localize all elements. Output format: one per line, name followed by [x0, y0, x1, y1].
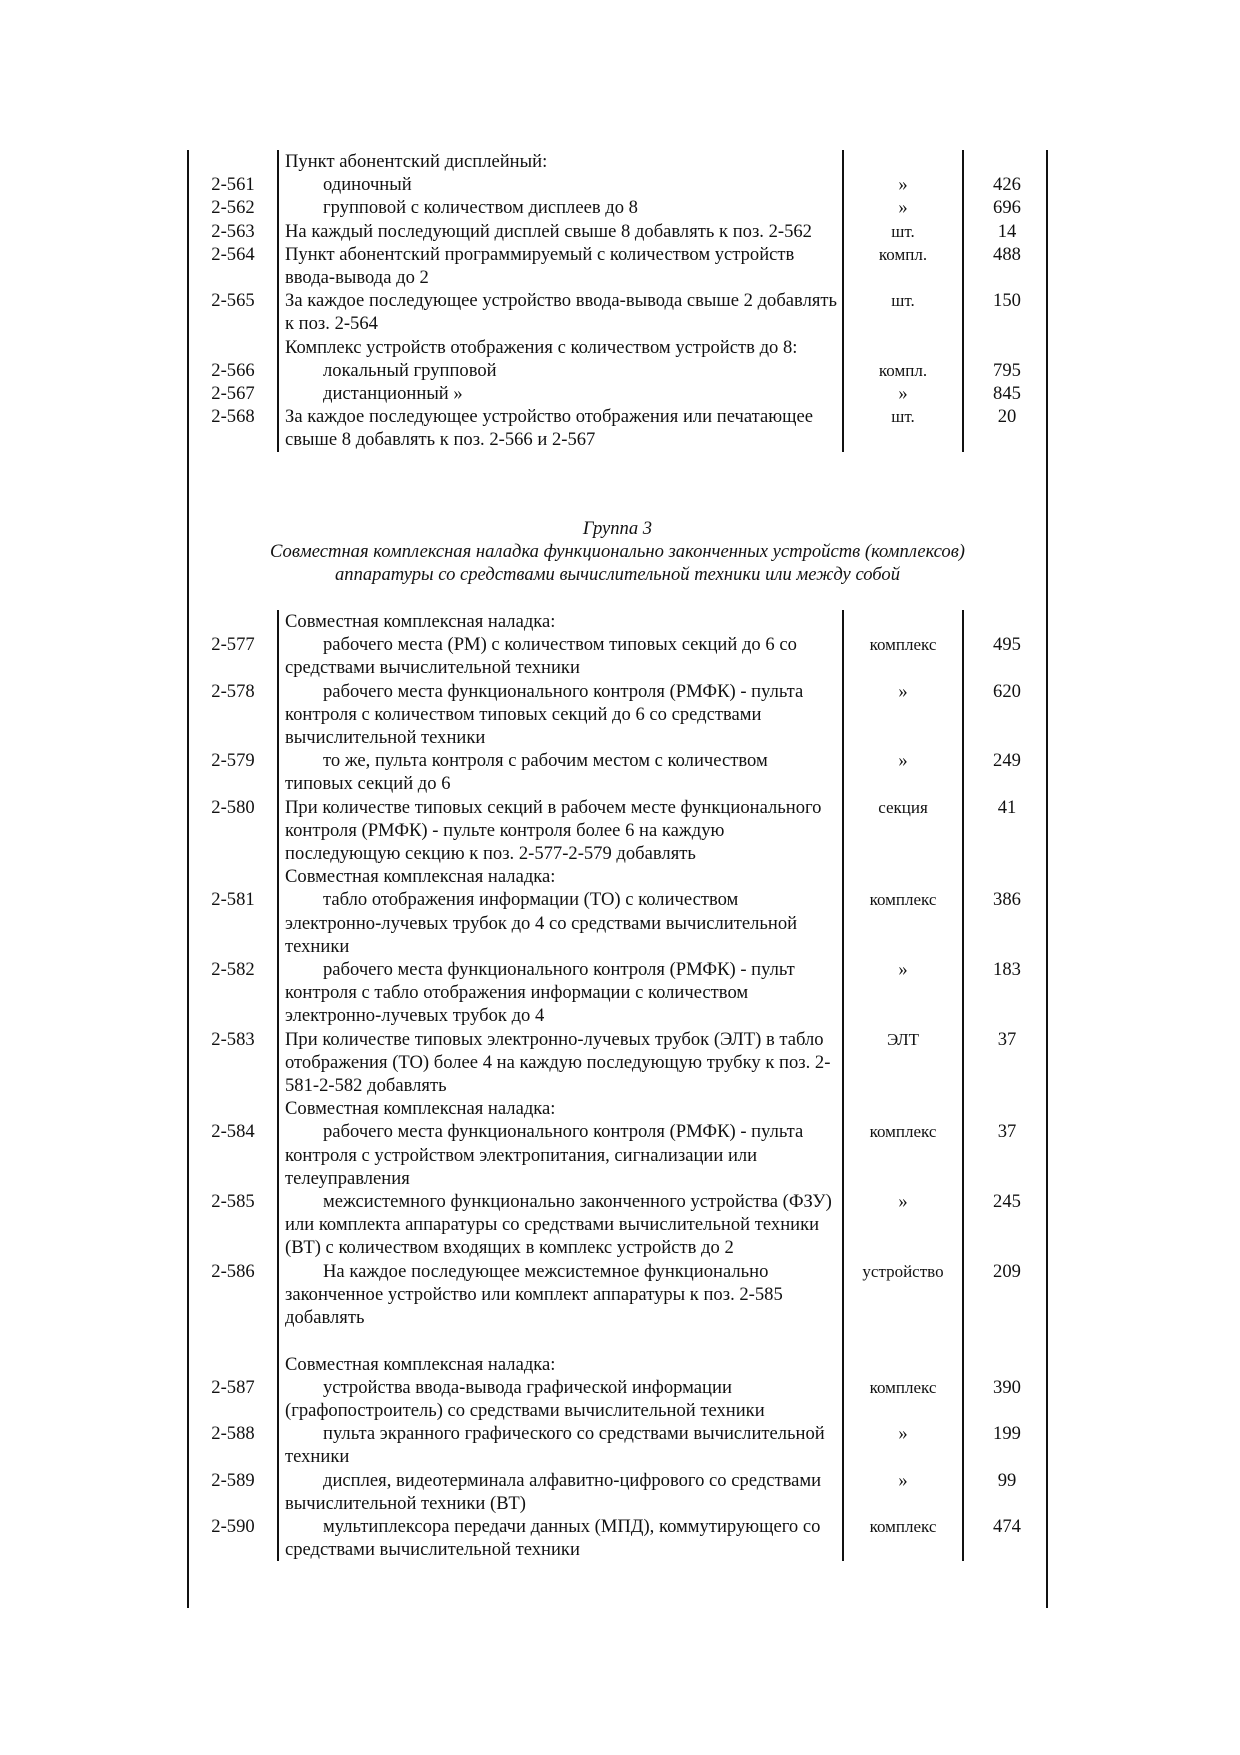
work-description: Совместная комплексная наладка: — [278, 610, 843, 633]
price-value — [963, 610, 1050, 633]
table-row — [189, 633, 1050, 679]
measure-unit: шт. — [843, 220, 963, 243]
work-description: Комплекс устройств отображения с количеством устройств до 8: — [278, 336, 843, 359]
table-row — [189, 1469, 1050, 1515]
measure-unit — [843, 1097, 963, 1120]
position-code — [189, 150, 278, 173]
price-value: 249 — [993, 750, 1021, 772]
position-code — [189, 1329, 278, 1352]
position-code: 2-563 — [211, 220, 255, 242]
measure-unit: » — [843, 958, 963, 1028]
measure-unit: » — [843, 680, 963, 750]
price-value — [963, 865, 1050, 888]
table-row — [189, 173, 1050, 196]
table-row — [189, 382, 1050, 405]
position-code: 2-583 — [211, 1028, 255, 1050]
measure-unit: компл. — [843, 359, 963, 382]
measure-unit: секция — [843, 796, 963, 866]
price-value: 41 — [997, 796, 1017, 818]
table-row — [189, 289, 1050, 335]
work-description: При количестве типовых электронно-лучевых трубок (ЭЛТ) в табло отображения (ТО) более 4 на каждую последующую трубку к поз. 2-581-2-582 добавлять — [278, 1028, 843, 1098]
measure-unit: » — [843, 382, 963, 405]
work-description: рабочего места функционального контроля (РМФК) - пульта контроля с количеством типовых секций до 6 со средствами вычислительной техники — [278, 680, 843, 750]
position-code: 2-580 — [211, 796, 255, 818]
measure-unit: » — [843, 1469, 963, 1515]
work-description: Совместная комплексная наладка: — [278, 1353, 843, 1376]
price-value — [963, 336, 1050, 359]
measure-unit: » — [843, 196, 963, 219]
price-value: 696 — [993, 197, 1021, 219]
table-row — [189, 1422, 1050, 1468]
price-value — [963, 1097, 1050, 1120]
table-row — [189, 336, 1050, 359]
table-row — [189, 359, 1050, 382]
position-code: 2-561 — [211, 174, 255, 196]
table-row — [189, 958, 1050, 1028]
measure-unit — [843, 336, 963, 359]
measure-unit: комплекс — [843, 888, 963, 958]
position-code — [189, 865, 278, 888]
measure-unit: компл. — [843, 243, 963, 289]
table-row — [189, 220, 1050, 243]
work-description: При количестве типовых секций в рабочем месте функционального контроля (РМФК) - пульте контроля более 6 на каждую последующую секцию к поз. 2-577-2-579 добавлять — [278, 796, 843, 866]
table-row — [189, 610, 1050, 633]
work-description: Пункт абонентский программируемый с количеством устройств ввода-вывода до 2 — [278, 243, 843, 289]
measure-unit: » — [843, 1190, 963, 1260]
work-description: локальный групповой — [278, 359, 843, 382]
work-description: На каждый последующий дисплей свыше 8 добавлять к поз. 2-562 — [278, 220, 843, 243]
work-description — [278, 1329, 843, 1352]
table-row — [189, 1329, 1050, 1352]
price-value: 488 — [993, 243, 1021, 265]
work-description: Совместная комплексная наладка: — [278, 1097, 843, 1120]
group-subtitle-line-2: аппаратуры со средствами вычислительной техники или между собой — [334, 564, 900, 585]
price-value: 495 — [993, 634, 1021, 656]
work-description: Совместная комплексная наладка: — [278, 865, 843, 888]
price-table-section-1 — [189, 150, 1050, 452]
work-description: Пункт абонентский дисплейный: — [278, 150, 843, 173]
price-value: 20 — [997, 406, 1017, 428]
work-description: межсистемного функционально законченного устройства (ФЗУ) или комплекта аппаратуры со средствами вычислительной техники (ВТ) с количеством входящих в комплекс устройств до 2 — [278, 1190, 843, 1260]
position-code: 2-568 — [211, 406, 255, 428]
table-row — [189, 1353, 1050, 1376]
measure-unit — [843, 1329, 963, 1352]
price-table-section-2 — [189, 610, 1050, 1561]
measure-unit: устройство — [843, 1260, 963, 1330]
position-code — [189, 1097, 278, 1120]
work-description: одиночный — [278, 173, 843, 196]
position-code: 2-578 — [211, 680, 255, 702]
table-row — [189, 1515, 1050, 1561]
work-description: дисплея, видеотерминала алфавитно-цифрового со средствами вычислительной техники (ВТ) — [278, 1469, 843, 1515]
table-row — [189, 1028, 1050, 1098]
position-code: 2-577 — [211, 634, 255, 656]
table-row — [189, 749, 1050, 795]
price-value: 795 — [993, 359, 1021, 381]
price-value: 14 — [997, 220, 1017, 242]
group-heading: Группа 3 — [582, 518, 653, 539]
measure-unit: комплекс — [843, 1376, 963, 1422]
table-row — [189, 1190, 1050, 1260]
work-description: то же, пульта контроля с рабочим местом с количеством типовых секций до 6 — [278, 749, 843, 795]
position-code: 2-581 — [211, 889, 255, 911]
work-description: групповой с количеством дисплеев до 8 — [278, 196, 843, 219]
position-code: 2-566 — [211, 359, 255, 381]
position-code: 2-588 — [211, 1423, 255, 1445]
work-description: табло отображения информации (ТО) с количеством электронно-лучевых трубок до 4 со средствами вычислительной техники — [278, 888, 843, 958]
price-value — [963, 150, 1050, 173]
price-value: 474 — [993, 1515, 1021, 1537]
price-value: 620 — [993, 680, 1021, 702]
price-value: 150 — [993, 290, 1021, 312]
position-code: 2-582 — [211, 959, 255, 981]
position-code: 2-586 — [211, 1260, 255, 1282]
table-row — [189, 1260, 1050, 1330]
work-description: устройства ввода-вывода графической информации (графопостроитель) со средствами вычислительной техники — [278, 1376, 843, 1422]
position-code: 2-585 — [211, 1191, 255, 1213]
measure-unit: комплекс — [843, 1120, 963, 1190]
price-value: 199 — [993, 1423, 1021, 1445]
work-description: рабочего места функционального контроля (РМФК) - пульта контроля с устройством электропитания, сигнализации или телеуправления — [278, 1120, 843, 1190]
measure-unit: » — [843, 1422, 963, 1468]
table-row — [189, 680, 1050, 750]
measure-unit: » — [843, 173, 963, 196]
table-row — [189, 888, 1050, 958]
measure-unit: комплекс — [843, 1515, 963, 1561]
table-row — [189, 865, 1050, 888]
price-value: 99 — [997, 1469, 1017, 1491]
measure-unit — [843, 610, 963, 633]
price-value: 209 — [993, 1260, 1021, 1282]
table-row — [189, 796, 1050, 866]
position-code: 2-584 — [211, 1121, 255, 1143]
table-row — [189, 150, 1050, 173]
price-value: 390 — [993, 1376, 1021, 1398]
price-value — [963, 1353, 1050, 1376]
price-value: 183 — [993, 959, 1021, 981]
measure-unit — [843, 1353, 963, 1376]
position-code — [189, 610, 278, 633]
work-description: дистанционный » — [278, 382, 843, 405]
work-description: рабочего места (РМ) с количеством типовых секций до 6 со средствами вычислительной техники — [278, 633, 843, 679]
table-row — [189, 1120, 1050, 1190]
work-description: пульта экранного графического со средствами вычислительной техники — [278, 1422, 843, 1468]
price-value: 245 — [993, 1191, 1021, 1213]
group-subtitle-line-1: Совместная комплексная наладка функционально законченных устройств (комплексов) — [270, 541, 965, 562]
price-value: 37 — [997, 1028, 1017, 1050]
position-code: 2-590 — [211, 1515, 255, 1537]
position-code: 2-567 — [211, 383, 255, 405]
position-code: 2-564 — [211, 243, 255, 265]
work-description: За каждое последующее устройство отображения или печатающее свыше 8 добавлять к поз. 2-566 и 2-567 — [278, 405, 843, 451]
measure-unit — [843, 150, 963, 173]
table-row — [189, 196, 1050, 219]
measure-unit: шт. — [843, 289, 963, 335]
position-code: 2-562 — [211, 197, 255, 219]
position-code: 2-589 — [211, 1469, 255, 1491]
position-code: 2-579 — [211, 750, 255, 772]
position-code — [189, 336, 278, 359]
price-value — [963, 1329, 1050, 1352]
work-description: За каждое последующее устройство ввода-вывода свыше 2 добавлять к поз. 2-564 — [278, 289, 843, 335]
table-row — [189, 1097, 1050, 1120]
table-row — [189, 405, 1050, 451]
work-description: рабочего места функционального контроля (РМФК) - пульт контроля с табло отображения информации с количеством электронно-лучевых трубок до 4 — [278, 958, 843, 1028]
position-code — [189, 1353, 278, 1376]
measure-unit: комплекс — [843, 633, 963, 679]
table-row — [189, 243, 1050, 289]
price-value: 845 — [993, 383, 1021, 405]
price-value: 426 — [993, 174, 1021, 196]
measure-unit: ЭЛТ — [843, 1028, 963, 1098]
table-row — [189, 1376, 1050, 1422]
position-code: 2-587 — [211, 1376, 255, 1398]
price-value: 37 — [997, 1121, 1017, 1143]
measure-unit — [843, 865, 963, 888]
price-value: 386 — [993, 889, 1021, 911]
position-code: 2-565 — [211, 290, 255, 312]
measure-unit: » — [843, 749, 963, 795]
work-description: На каждое последующее межсистемное функционально законченное устройство или комплект аппаратуры к поз. 2-585 добавлять — [278, 1260, 843, 1330]
work-description: мультиплексора передачи данных (МПД), коммутирующего со средствами вычислительной техники — [278, 1515, 843, 1561]
measure-unit: шт. — [843, 405, 963, 451]
